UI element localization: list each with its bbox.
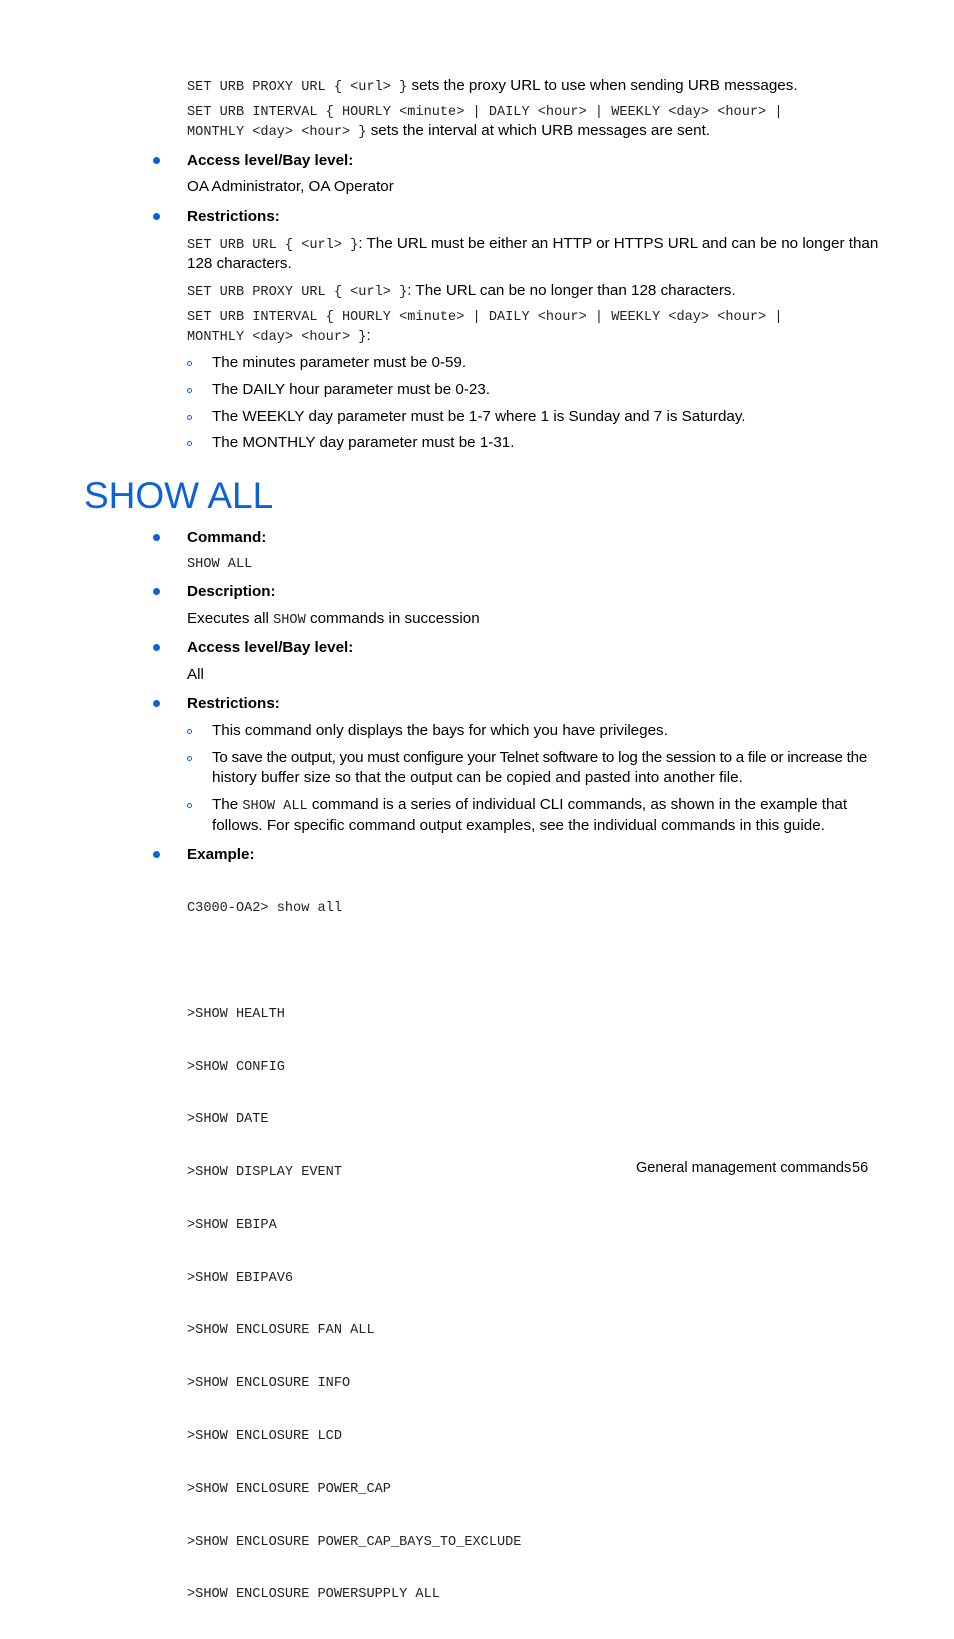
- restriction-proxy-command: SET URB PROXY URL { <url> }: [187, 285, 408, 300]
- restrictions-label: Restrictions:: [187, 208, 280, 225]
- code-line: >SHOW CONFIG: [187, 1059, 285, 1075]
- restriction-url-command: SET URB URL { <url> }: [187, 238, 359, 253]
- code-line: >SHOW HEALTH: [187, 1006, 285, 1022]
- command-value-line: [187, 553, 252, 575]
- code-line: >SHOW ENCLOSURE POWER_CAP_BAYS_TO_EXCLUDE: [187, 1534, 522, 1550]
- restriction-series-pre: The: [212, 796, 243, 813]
- code-line: >SHOW EBIPA: [187, 1217, 277, 1233]
- restriction-series-post: command is a series of individual CLI commands, as shown in the example that: [307, 796, 848, 813]
- code-line: >SHOW DATE: [187, 1112, 269, 1128]
- description-pre: Executes all: [187, 610, 274, 627]
- sub-bullet-icon: [187, 441, 192, 446]
- sub-bullet-icon: [187, 729, 192, 734]
- section-access-label: Access level/Bay level:: [187, 639, 354, 656]
- restriction-interval-line-1: [187, 306, 783, 328]
- restriction-series-code: SHOW ALL: [242, 799, 308, 814]
- proxy-url-line: [187, 76, 798, 98]
- code-line: >SHOW ENCLOSURE FAN ALL: [187, 1323, 375, 1339]
- interval-description: sets the interval at which URB messages are sent.: [366, 122, 711, 139]
- restriction-series-2: follows. For specific command output examples, see the individual commands in this guide.: [212, 817, 825, 834]
- subitem-daily: The DAILY hour parameter must be 0-23.: [212, 381, 491, 398]
- subitem-weekly: The WEEKLY day parameter must be 1-7 where 1 is Sunday and 7 is Saturday.: [212, 408, 746, 425]
- restriction-proxy-line: [187, 281, 736, 303]
- access-level-value: OA Administrator, OA Operator: [187, 178, 394, 195]
- restriction-interval-command-part2: MONTHLY <day> <hour> }: [187, 330, 367, 345]
- bullet-icon: [153, 851, 160, 858]
- description-code: SHOW: [273, 613, 306, 628]
- sub-bullet-icon: [187, 756, 192, 761]
- section-heading: SHOW ALL: [84, 475, 274, 516]
- subitem-minutes: The minutes parameter must be 0-59.: [212, 354, 467, 371]
- code-line: >SHOW EBIPAV6: [187, 1270, 294, 1286]
- restriction-interval-colon: :: [366, 327, 371, 344]
- description-text: [187, 609, 480, 631]
- footer-page-number: 56: [852, 1160, 869, 1176]
- code-line: >SHOW ENCLOSURE LCD: [187, 1429, 342, 1444]
- description-post: commands in succession: [305, 610, 480, 627]
- restriction-interval-command-part1: SET URB INTERVAL { HOURLY <minute> | DAILY <hour> | WEEKLY <day> <hour> |: [187, 310, 783, 325]
- section-restrictions-label: Restrictions:: [187, 695, 280, 712]
- interval-command-part1: SET URB INTERVAL { HOURLY <minute> | DAILY <hour> | WEEKLY <day> <hour> |: [187, 105, 783, 120]
- sub-bullet-icon: [187, 361, 192, 366]
- description-label: Description:: [187, 583, 276, 600]
- restriction-series-1: [212, 795, 847, 817]
- bullet-icon: [153, 700, 160, 707]
- interval-line-2: [187, 121, 710, 143]
- restriction-url-text-cont: 128 characters.: [187, 255, 292, 272]
- command-value: SHOW ALL: [187, 557, 253, 572]
- bullet-icon: [153, 534, 160, 541]
- subitem-monthly: The MONTHLY day parameter must be 1-31.: [212, 434, 515, 451]
- example-label: Example:: [187, 846, 255, 863]
- bullet-icon: [153, 644, 160, 651]
- proxy-url-description: sets the proxy URL to use when sending URB messages.: [407, 77, 798, 94]
- interval-line-1: [187, 101, 783, 123]
- access-level-label: Access level/Bay level:: [187, 152, 354, 169]
- restriction-url-line: [187, 234, 878, 256]
- code-line: >SHOW ENCLOSURE POWERSUPPLY ALL: [187, 1587, 440, 1603]
- restriction-proxy-text: : The URL can be no longer than 128 characters.: [407, 282, 736, 299]
- restriction-privileges: This command only displays the bays for which you have privileges.: [212, 722, 668, 739]
- code-line: >SHOW ENCLOSURE INFO: [187, 1376, 351, 1392]
- code-line: >SHOW ENCLOSURE POWER_CAP: [187, 1481, 391, 1497]
- bullet-icon: [153, 213, 160, 220]
- bullet-icon: [153, 588, 160, 595]
- interval-command-part2: MONTHLY <day> <hour> }: [187, 125, 367, 140]
- restriction-interval-line-2: [187, 326, 371, 348]
- example-code-block: [187, 865, 521, 1639]
- restriction-telnet-2: history buffer size so that the output can be copied and pasted into another file.: [212, 769, 743, 786]
- sub-bullet-icon: [187, 803, 192, 808]
- command-label: Command:: [187, 529, 267, 546]
- proxy-url-command: SET URB PROXY URL { <url> }: [187, 80, 408, 95]
- restriction-telnet-1: To save the output, you must configure your Telnet software to log the session to a file or increase the: [212, 749, 868, 766]
- section-access-value: All: [187, 666, 204, 683]
- sub-bullet-icon: [187, 415, 192, 420]
- footer-section-name: General management commands: [636, 1160, 852, 1176]
- restriction-url-text: : The URL must be either an HTTP or HTTPS URL and can be no longer than: [358, 235, 879, 252]
- code-line: [187, 953, 521, 971]
- code-line: C3000-OA2> show all: [187, 901, 342, 917]
- code-line: >SHOW DISPLAY EVENT: [187, 1165, 342, 1181]
- bullet-icon: [153, 157, 160, 164]
- sub-bullet-icon: [187, 388, 192, 393]
